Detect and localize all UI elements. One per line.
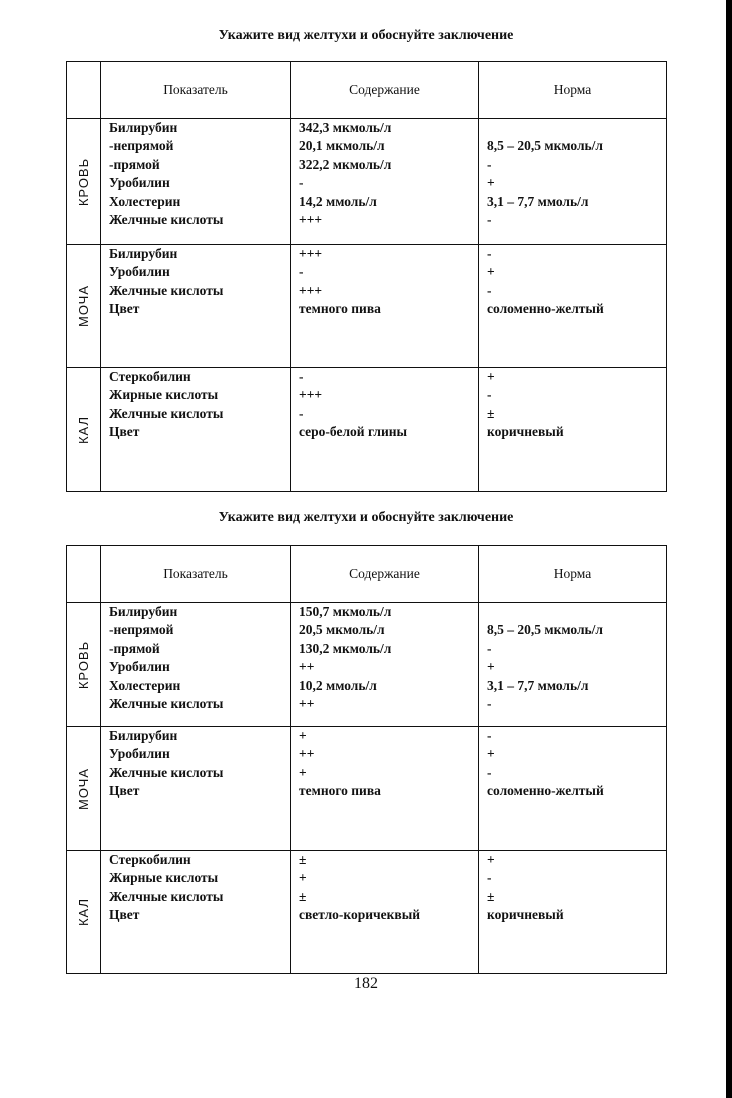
param: Желчные кислоты <box>109 405 224 421</box>
section-label: КРОВЬ <box>75 640 91 689</box>
params-cell <box>101 603 291 727</box>
section-urine <box>67 245 667 368</box>
norm: + <box>487 264 495 280</box>
param: Билирубин <box>109 728 178 743</box>
header-parameter: Показатель <box>101 546 291 603</box>
norm: - <box>487 764 492 780</box>
lab-table-1 <box>66 61 667 492</box>
content-cell <box>291 245 479 368</box>
norm: соломенно-желтый <box>487 301 604 317</box>
page-number: 182 <box>354 975 378 992</box>
section-label-cell <box>67 119 101 245</box>
content-cell <box>291 851 479 974</box>
norm: - <box>487 211 492 227</box>
param: Стеркобилин <box>109 369 191 384</box>
section-label-cell <box>67 851 101 974</box>
header-empty-cell <box>67 546 101 603</box>
param: -непрямой <box>109 138 174 154</box>
content-cell <box>291 119 479 245</box>
section-blood <box>67 603 667 727</box>
param: Билирубин <box>109 604 178 619</box>
norm-cell <box>479 603 667 727</box>
section-urine <box>67 727 667 851</box>
params-cell <box>101 727 291 851</box>
norm: 8,5 – 20,5 мкмоль/л <box>487 138 603 154</box>
value: ± <box>299 852 307 867</box>
content-cell <box>291 368 479 492</box>
section-label-cell <box>67 603 101 727</box>
value: ++ <box>299 695 315 711</box>
table-2-title: Укажите вид желтухи и обоснуйте заключение <box>218 510 514 525</box>
header-content: Содержание <box>291 546 479 603</box>
norm: - <box>487 246 492 261</box>
value: 130,2 мкмоль/л <box>299 640 392 656</box>
header-parameter: Показатель <box>101 62 291 119</box>
value: ± <box>299 888 307 904</box>
norm-cell <box>479 245 667 368</box>
value: темного пива <box>299 783 381 799</box>
content-cell <box>291 603 479 727</box>
section-label-cell <box>67 368 101 492</box>
norm <box>487 603 666 621</box>
value: +++ <box>299 387 323 403</box>
value: светло-коричеквый <box>299 907 421 923</box>
section-label: МОЧА <box>75 285 91 327</box>
norm: + <box>487 175 495 191</box>
param: Стеркобилин <box>109 852 191 867</box>
norm: - <box>487 728 492 743</box>
norm: 8,5 – 20,5 мкмоль/л <box>487 622 603 638</box>
norm: коричневый <box>487 907 564 923</box>
param: Цвет <box>109 301 140 317</box>
norm: 3,1 – 7,7 ммоль/л <box>487 193 589 209</box>
content-cell <box>291 727 479 851</box>
param: Холестерин <box>109 677 181 693</box>
value: + <box>299 728 307 743</box>
value: 342,3 мкмоль/л <box>299 120 392 135</box>
table-1-title: Укажите вид желтухи и обоснуйте заключение <box>218 28 514 43</box>
value: - <box>299 264 304 280</box>
lab-table-2 <box>66 545 667 974</box>
scan-edge <box>726 0 732 1098</box>
param: -непрямой <box>109 622 174 638</box>
norm: соломенно-желтый <box>487 783 604 799</box>
norm-cell <box>479 368 667 492</box>
section-label: КРОВЬ <box>75 157 91 206</box>
norm <box>487 119 666 137</box>
value: + <box>299 764 307 780</box>
param: Уробилин <box>109 175 170 191</box>
param: -прямой <box>109 156 160 172</box>
value: +++ <box>299 282 323 298</box>
param: Билирубин <box>109 120 178 135</box>
param: Уробилин <box>109 746 170 762</box>
section-label-cell <box>67 727 101 851</box>
table-header-row <box>67 546 667 603</box>
norm: 3,1 – 7,7 ммоль/л <box>487 677 589 693</box>
param: Билирубин <box>109 246 178 261</box>
value: темного пива <box>299 301 381 317</box>
param: Уробилин <box>109 659 170 675</box>
section-feces <box>67 851 667 974</box>
section-label: МОЧА <box>75 767 91 810</box>
header-norm: Норма <box>479 62 667 119</box>
param: Желчные кислоты <box>109 764 224 780</box>
value: 14,2 ммоль/л <box>299 193 377 209</box>
value: 10,2 ммоль/л <box>299 677 377 693</box>
header-content: Содержание <box>291 62 479 119</box>
header-norm: Норма <box>479 546 667 603</box>
norm: - <box>487 870 492 886</box>
section-label-cell <box>67 245 101 368</box>
section-feces <box>67 368 667 492</box>
param: Жирные кислоты <box>109 870 219 886</box>
value: 150,7 мкмоль/л <box>299 604 392 619</box>
value: 20,5 мкмоль/л <box>299 622 385 638</box>
value: - <box>299 369 304 384</box>
params-cell <box>101 851 291 974</box>
value: 322,2 мкмоль/л <box>299 156 392 172</box>
param: Жирные кислоты <box>109 387 219 403</box>
params-cell <box>101 368 291 492</box>
param: Желчные кислоты <box>109 211 224 227</box>
section-label: КАЛ <box>75 897 91 927</box>
params-cell <box>101 245 291 368</box>
norm: - <box>487 695 492 711</box>
param: Цвет <box>109 424 140 440</box>
norm-cell <box>479 727 667 851</box>
param: Цвет <box>109 907 140 923</box>
table-header-row <box>67 62 667 119</box>
norm: ± <box>487 888 495 904</box>
norm: - <box>487 640 492 656</box>
param: Желчные кислоты <box>109 695 224 711</box>
header-empty-cell <box>67 62 101 119</box>
norm: + <box>487 746 495 762</box>
norm: - <box>487 156 492 172</box>
value: +++ <box>299 211 323 227</box>
param: Цвет <box>109 783 140 799</box>
norm: - <box>487 387 492 403</box>
section-label: КАЛ <box>75 415 91 444</box>
norm: + <box>487 659 495 675</box>
norm-cell <box>479 119 667 245</box>
value: ++ <box>299 746 315 762</box>
norm: + <box>487 852 495 867</box>
param: Холестерин <box>109 193 181 209</box>
norm: + <box>487 369 495 384</box>
param: Желчные кислоты <box>109 282 224 298</box>
param: Желчные кислоты <box>109 888 224 904</box>
params-cell <box>101 119 291 245</box>
value: + <box>299 870 307 886</box>
value: - <box>299 405 304 421</box>
param: Уробилин <box>109 264 170 280</box>
value: - <box>299 175 304 191</box>
section-blood <box>67 119 667 245</box>
value: ++ <box>299 659 315 675</box>
value: +++ <box>299 246 323 261</box>
value: серо-белой глины <box>299 424 408 440</box>
norm: ± <box>487 405 495 421</box>
norm: коричневый <box>487 424 564 440</box>
norm: - <box>487 282 492 298</box>
value: 20,1 мкмоль/л <box>299 138 385 154</box>
norm-cell <box>479 851 667 974</box>
param: -прямой <box>109 640 160 656</box>
